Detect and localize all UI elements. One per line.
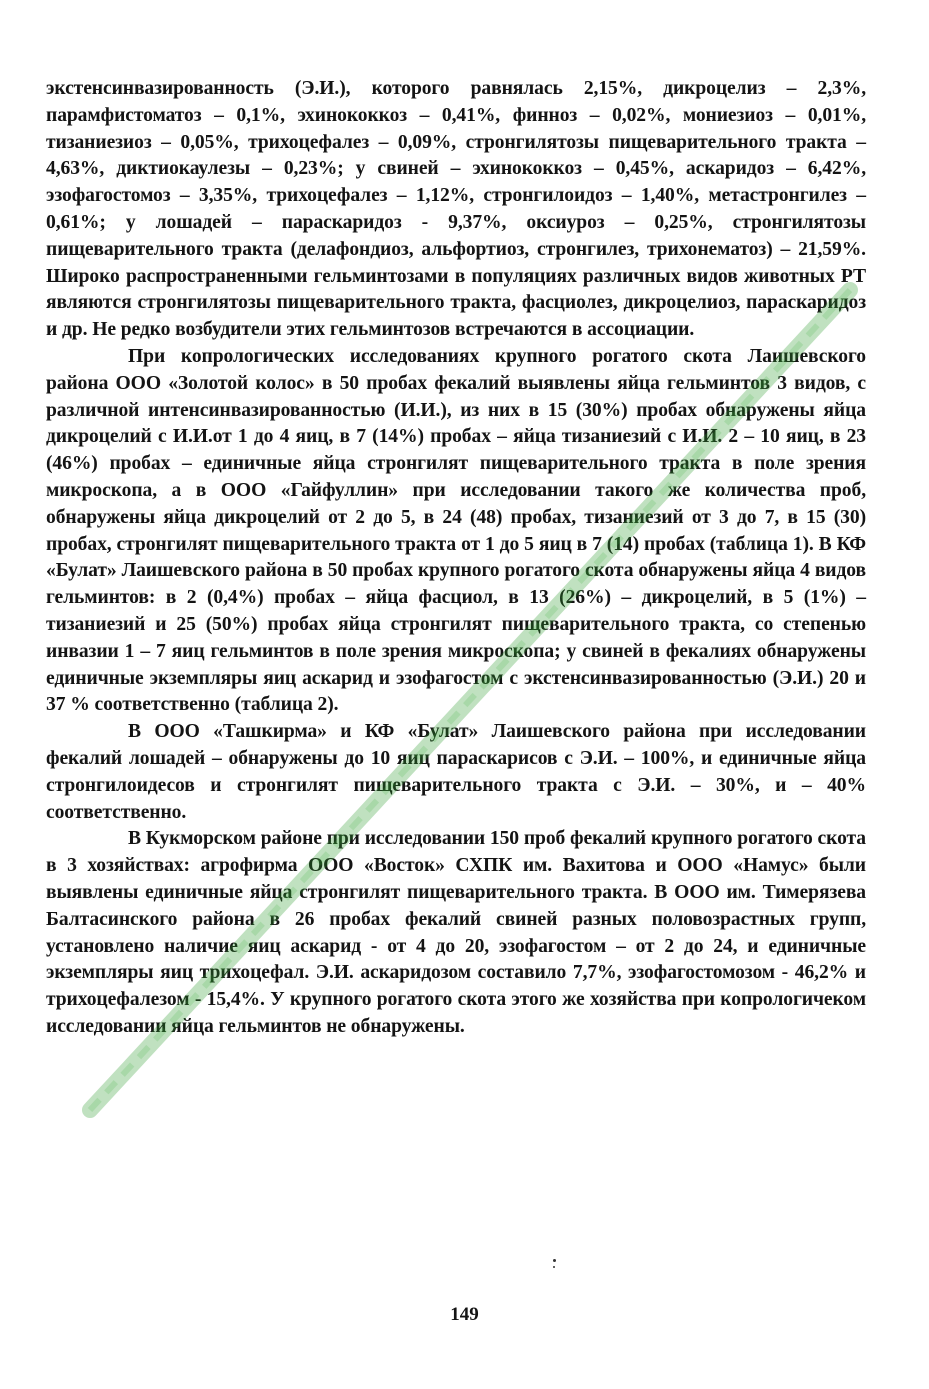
paragraph-1: экстенсинвазированность (Э.И.), которого равнялась 2,15%, дикроцелиз – 2,3%, парамфистоматоз – 0,1%, эхинококкоз – 0,41%, финноз – 0,02%, мониезиоз – 0,01%, тизаниезиоз – 0,05%, трихоцефалез – 0,09%, стронгилятозы пищеварительного тракта – 4,63%, диктиокаулезы – 0,23%; у свиней – эхинококкоз – 0,45%, аскаридоз – 6,42%, эзофагостомоз – 3,35%, трихоцефалез – 1,12%, стронгилоидоз – 1,40%, метастронгилез – 0,61%; у лошадей – параскаридоз - 9,37%, оксиуроз – 0,25%, стронгилятозы пищеварительного тракта (делафондиоз, альфортиоз, стронгилез, трихонематоз) – 21,59%. Широко распространенными гельминтозами в популяциях различных видов животных РТ являются стронгилятозы пищеварительного тракта, фасциолез, дикроцелиоз, параскаридоз и др. Не редко возбудители этих гельминтозов встречаются в ассоциации. <box>46 78 866 341</box>
paragraph-3: В ООО «Ташкирма» и КФ «Булат» Лаишевского района при исследовании фекалий лошадей – обнаружены до 10 яиц параскарисов с Э.И. – 100%, и единичные яйца стронгилоидесов и стронгилят пищеварительного тракта с Э.И. – 30%, и – 40% соответственно. <box>46 721 866 823</box>
document-body <box>46 76 866 1041</box>
scan-speck <box>553 1266 555 1268</box>
scan-speck <box>553 1259 556 1262</box>
page-number: 149 <box>450 1304 479 1325</box>
paragraph-4: В Кукморском районе при исследовании 150 проб фекалий крупного рогатого скота в 3 хозяйствах: агрофирма ООО «Восток» СХПК им. Вахитова и ООО «Намус» были выявлены единичные яйца стронгилят пищеварительного тракта. В ООО им. Тимерязева Балтасинского района в 26 пробах фекалий свиней разных половозрастных групп, установлено наличие яиц аскарид - от 4 до 20, эзофагостом – от 2 до 24, и единичные экземпляры яиц трихоцефал. Э.И. аскаридозом составило 7,7%, эзофагостомозом - 46,2% и трихоцефалезом - 15,4%. У крупного рогатого скота этого же хозяйства при копрологичеком исследовании яйца гельминтов не обнаружены. <box>46 828 866 1037</box>
paragraph-2: При копрологических исследованиях крупного рогатого скота Лаишевского района ООО «Золотой колос» в 50 пробах фекалий выявлены яйца гельминтов 3 видов, с различной интенсинвазированностью (И.И.), из них в 15 (30%) пробах обнаружены яйца дикроцелий с И.И.от 1 до 4 яиц, в 7 (14%) пробах – яйца тизаниезий с И.И. 2 – 10 яиц, в 23 (46%) пробах – единичные яйца стронгилят пищеварительного тракта в поле зрения микроскопа, а в ООО «Гайфуллин» при исследовании такого же количества проб, обнаружены яйца дикроцелий от 2 до 5, в 24 (48) пробах, тизаниезий от 3 до 7, в 15 (30) пробах, стронгилят пищеварительного тракта от 1 до 5 яиц в 7 (14) пробах (таблица 1). В КФ «Булат» Лаишевского района в 50 пробах крупного рогатого скота обнаружены яйца 4 видов гельминтов: в 2 (0,4%) пробах – яйца фасциол, в 13 (26%) – дикроцелий, в 5 (1%) – тизаниезий и 25 (50%) пробах яйца стронгилят пищеварительного тракта, со степенью инвазии 1 – 7 яиц гельминтов в поле зрения микроскопа; у свиней в фекалиях обнаружены единичные экземпляры яиц аскарид и эзофагостом с экстенсинвазированностью (Э.И.) 20 и 37 % соответственно (таблица 2). <box>46 345 866 716</box>
